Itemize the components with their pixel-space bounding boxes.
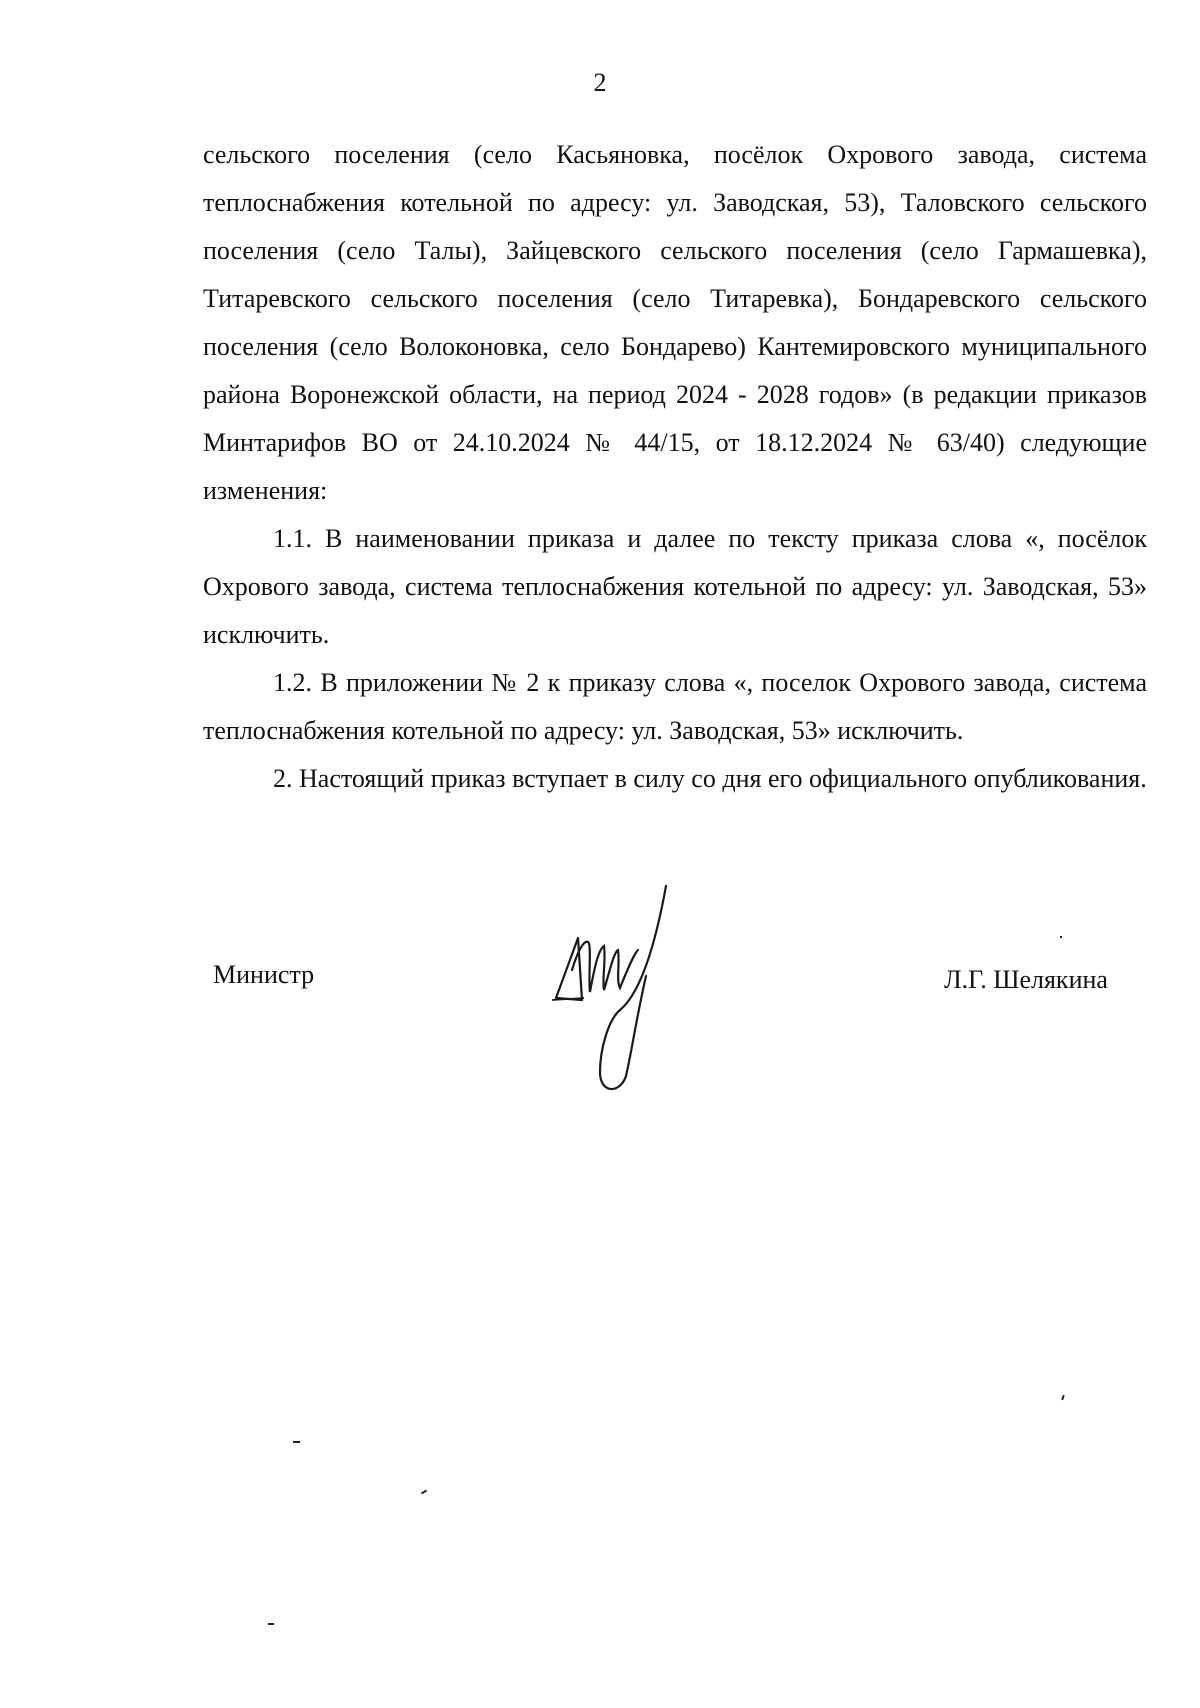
document-body [203, 131, 1147, 803]
item-1-1: 1.1. В наименовании приказа и далее по тексту приказа слова «, посёлок Охрового завода, система теплоснабжения котельной по адресу: ул. Заводская, 53» исключить. [203, 524, 1147, 649]
handwritten-signature [548, 880, 678, 1100]
paragraph-continuation: сельского поселения (село Касьяновка, посёлок Охрового завода, система теплоснабжения котельной по адресу: ул. Заводская, 53), Таловского сельского поселения (село Талы), Зайцевского сельского поселения (село Гармашевка), Титаревского сельского поселения (село Титаревка), Бондаревского сельского поселения (село Волоконовка, село Бондарево) Кантемировского муниципального района Воронежской области, на период 2024 - 2028 годов» (в редакции приказов Минтарифов ВО от 24.10.2024 № 44/15, от 18.12.2024 № 63/40) следующие изменения: [203, 140, 1147, 505]
page-number: 2 [593, 68, 607, 97]
scan-speck [293, 1441, 300, 1443]
signatory-name: Л.Г. Шелякина [944, 965, 1108, 994]
scan-speck [1060, 936, 1062, 938]
item-2: 2. Настоящий приказ вступает в силу со дня его официального опубликования. [273, 764, 1147, 793]
item-1-2: 1.2. В приложении № 2 к приказу слова «, поселок Охрового завода, система теплоснабжения котельной по адресу: ул. Заводская, 53» исключить. [203, 668, 1147, 745]
scan-speck [268, 1623, 274, 1625]
signatory-title: Министр [213, 960, 315, 989]
scan-speck [421, 1490, 427, 1495]
scan-speck [1061, 1395, 1065, 1400]
